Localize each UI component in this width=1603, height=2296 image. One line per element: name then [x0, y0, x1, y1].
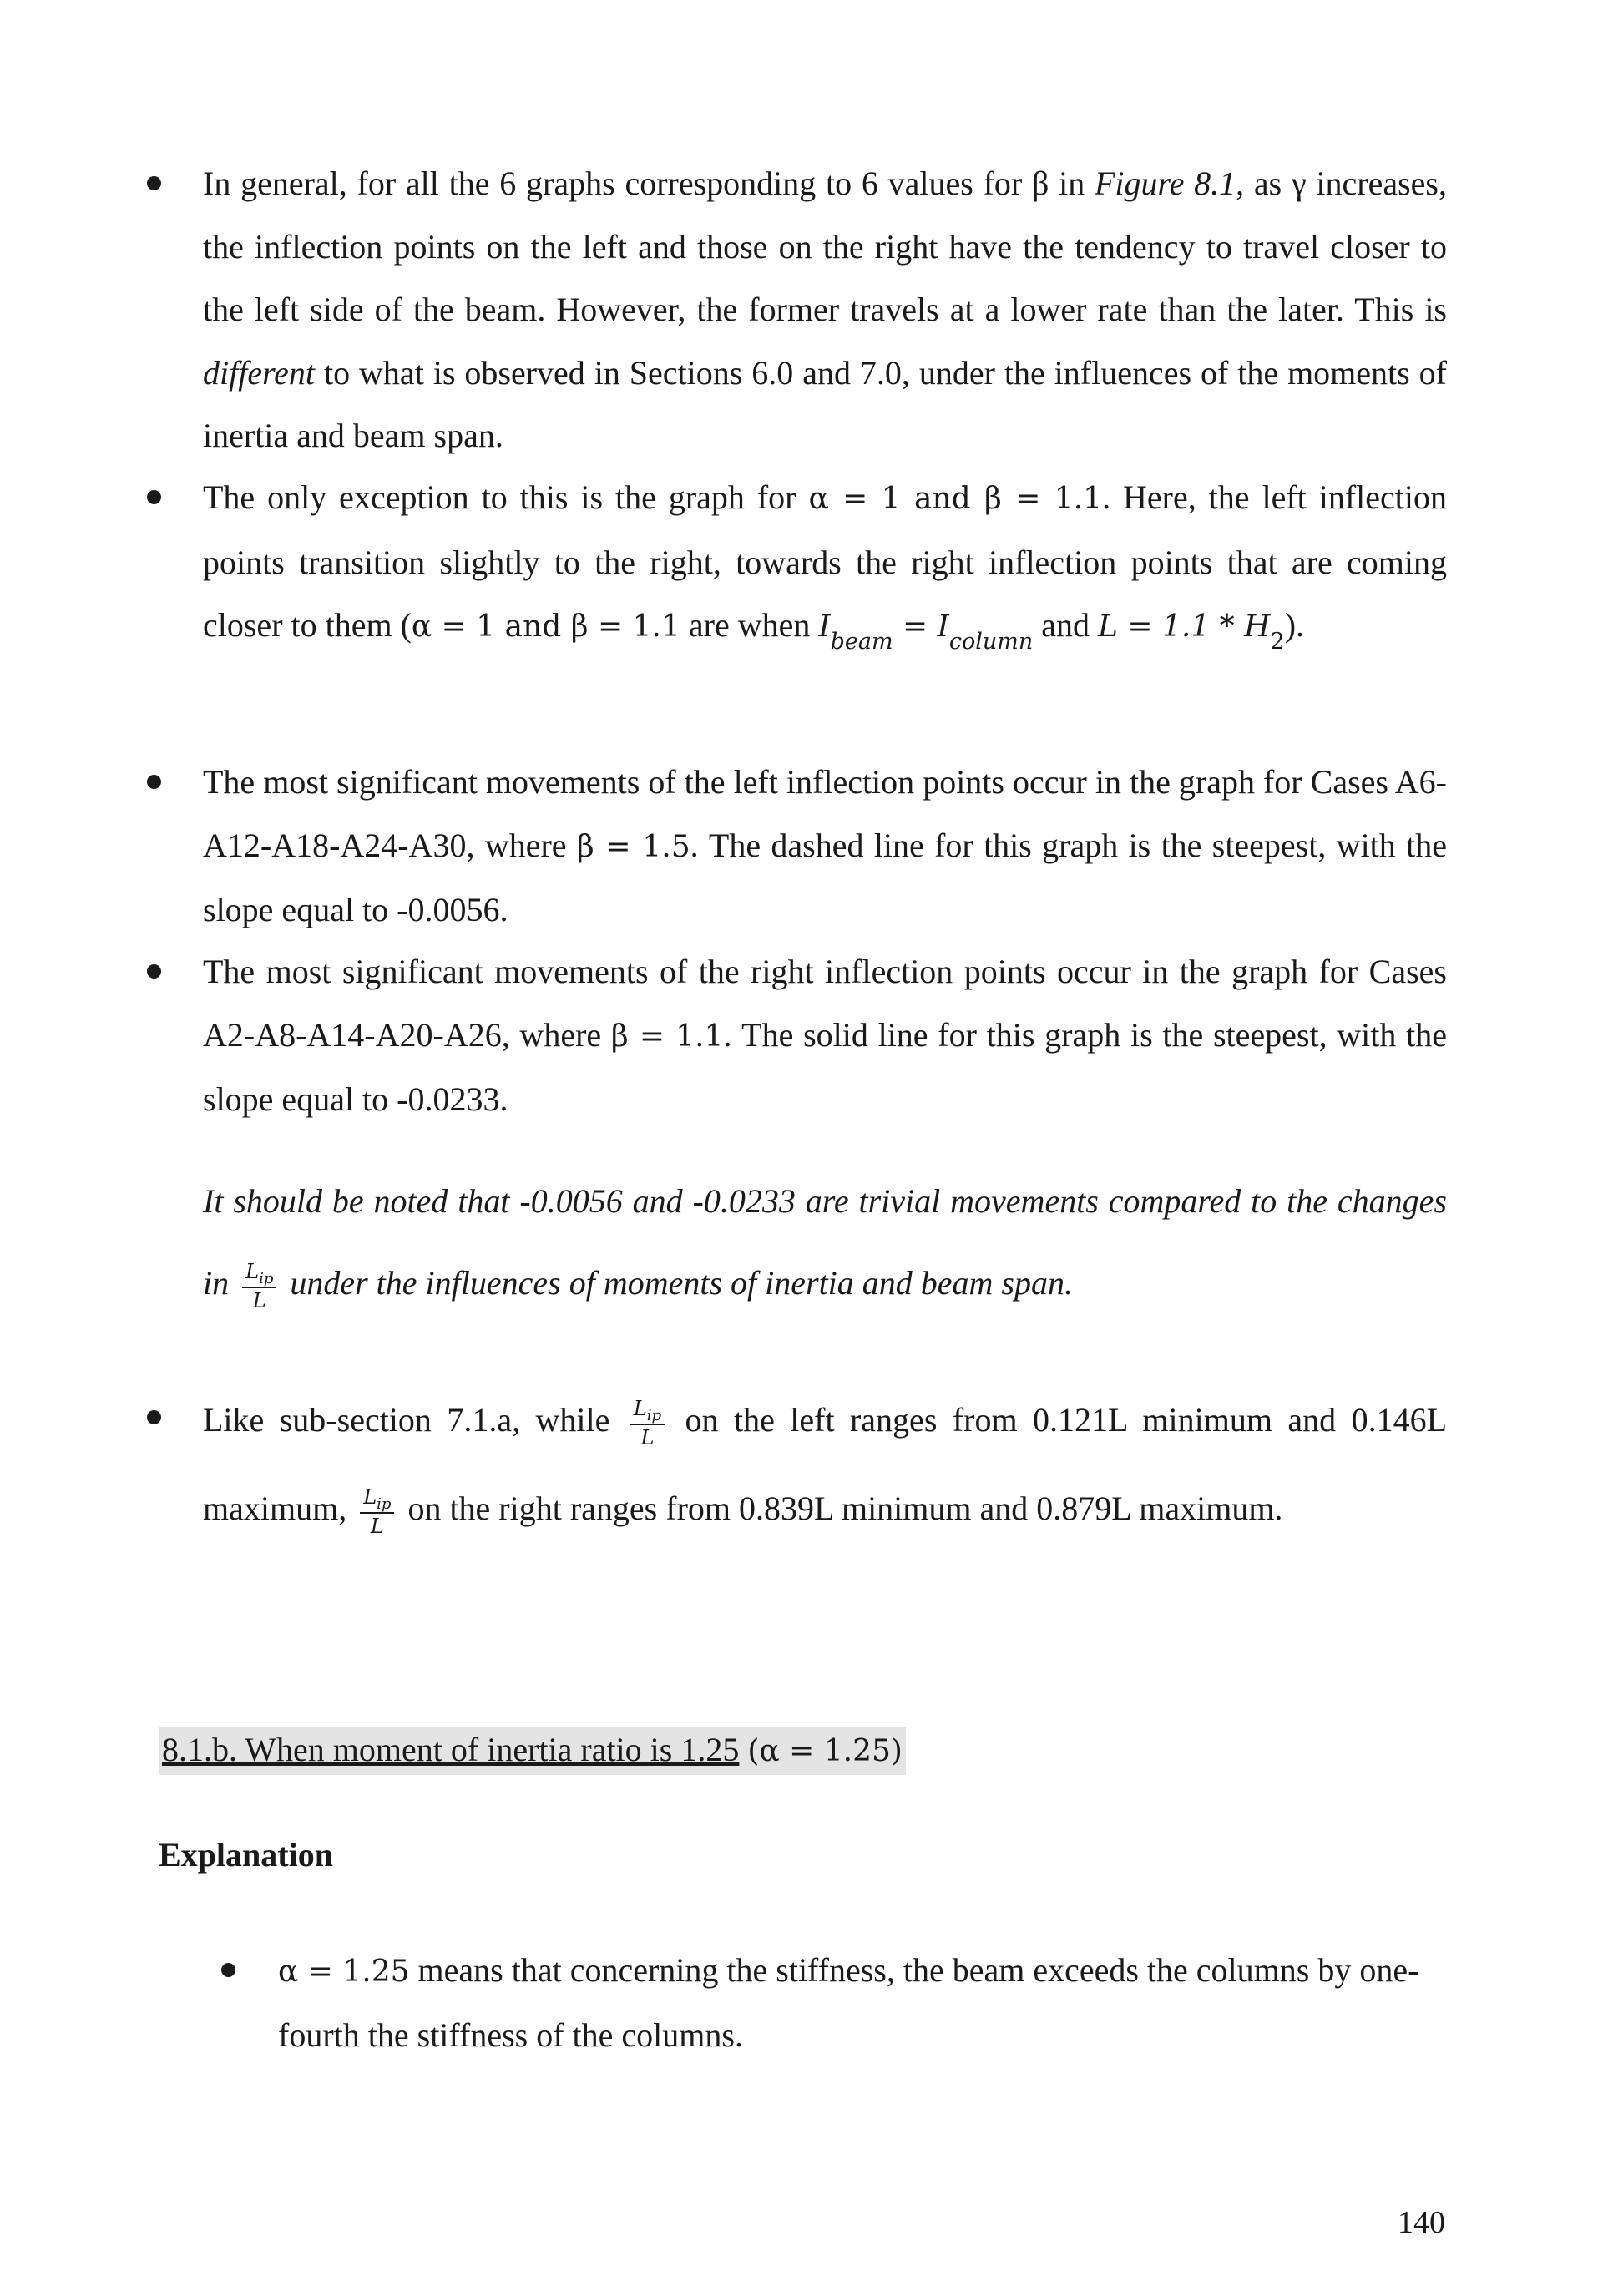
- fraction-numerator: L: [633, 1397, 647, 1421]
- text-span: means that concerning the stiffness, the beam exceeds the columns by one-fourth the stiffness of the columns.: [278, 1951, 1419, 2054]
- fraction-subscript: ip: [646, 1407, 662, 1425]
- bullet-paragraph-1: [203, 152, 1447, 468]
- text-span: under the influences of moments of inertia and beam span.: [290, 1264, 1073, 1302]
- math-equals: =: [893, 609, 938, 644]
- math-subscript: 2: [1270, 629, 1285, 655]
- text-span: . The dashed line for this graph is the steepest, with the slope equal to -0.0056.: [203, 826, 1447, 928]
- text-span: and: [1033, 606, 1099, 644]
- text-span: . Here, the left inflection points transition slightly to the right, towards the right inflection points that are coming closer to them (: [203, 478, 1447, 644]
- math-subscript: column: [948, 629, 1034, 655]
- math-symbol: I: [818, 609, 831, 644]
- text-span: are when: [680, 606, 819, 644]
- math-expression: L = 1.1 * H: [1098, 609, 1271, 644]
- math-condition: β = 1.1: [610, 1019, 724, 1054]
- fraction-subscript: ip: [259, 1270, 274, 1288]
- bullet-marker: [147, 1410, 161, 1424]
- explanation-label: Explanation: [159, 1836, 333, 1874]
- math-subscript: beam: [830, 629, 893, 655]
- bullet-marker: [147, 775, 161, 789]
- fraction-denominator: L: [370, 1515, 384, 1539]
- italic-note: [203, 1161, 1447, 1324]
- text-span: ).: [1284, 606, 1305, 644]
- text-span: on the left ranges from 0.121L minimum and 0.146L maximum,: [203, 1401, 1448, 1527]
- text-span: Like sub-section 7.1.a, while: [203, 1401, 610, 1439]
- page-number: 140: [1398, 2205, 1445, 2240]
- bullet-marker: [221, 1963, 235, 1977]
- figure-reference: Figure 8.1: [1095, 164, 1236, 202]
- fraction-lip-over-l: [630, 1398, 665, 1449]
- text-span: to what is observed in Sections 6.0 and 7.0, under the influences of the moments of inertia and beam span.: [203, 353, 1447, 454]
- fraction-denominator: L: [640, 1426, 655, 1450]
- fraction-numerator: L: [245, 1260, 260, 1284]
- math-condition: α = 1 and β = 1.1: [411, 609, 680, 644]
- section-heading-math: (α = 1.25): [747, 1734, 903, 1768]
- text-span: The most significant movements of the left inflection points occur in the graph for Cases A6-A12-A18-A24-A30, where: [203, 763, 1447, 864]
- text-span: , as γ increases, the inflection points on the left and those on the right have the tendency to travel closer to the left side of the beam. However, the former travels at a lower rate than the later. This is: [203, 164, 1447, 328]
- text-span: . The solid line for this graph is the steepest, with the slope equal to -0.0233.: [203, 1015, 1447, 1118]
- text-span: The only exception to this is the graph for: [203, 478, 809, 516]
- bullet-paragraph-4: [203, 940, 1447, 1131]
- section-heading: [159, 1727, 906, 1775]
- bullet-marker: [147, 490, 161, 504]
- text-span: In general, for all the 6 graphs corresponding to 6 values for β in: [203, 164, 1095, 202]
- bullet-marker: [147, 176, 161, 190]
- section-heading-title: 8.1.b. When moment of inertia ratio is 1.25: [162, 1731, 740, 1768]
- fraction-lip-over-l: [242, 1261, 276, 1312]
- bullet-paragraph-2: [203, 466, 1447, 661]
- math-symbol: I: [937, 609, 949, 644]
- text-span: It should be noted that -0.0056 and -0.0233 are trivial movements compared to the changes in: [203, 1182, 1447, 1302]
- math-condition: α = 1.25: [278, 1955, 410, 1989]
- math-condition: α = 1 and β = 1.1: [808, 482, 1103, 516]
- emphasis: different: [203, 353, 316, 392]
- bullet-marker: [147, 964, 161, 979]
- fraction-subscript: ip: [377, 1495, 392, 1514]
- math-condition: β = 1.5: [576, 829, 690, 864]
- fraction-denominator: L: [252, 1289, 266, 1313]
- bullet-paragraph-3: [203, 751, 1447, 942]
- sub-bullet-paragraph: [278, 1939, 1447, 2066]
- text-span: The most significant movements of the right inflection points occur in the graph for Cases A2-A8-A14-A20-A26, where: [203, 953, 1447, 1054]
- text-span: on the right ranges from 0.839L minimum and 0.879L maximum.: [407, 1489, 1283, 1527]
- fraction-numerator: L: [363, 1485, 377, 1510]
- bullet-paragraph-5: [203, 1376, 1447, 1553]
- fraction-lip-over-l: [360, 1486, 394, 1537]
